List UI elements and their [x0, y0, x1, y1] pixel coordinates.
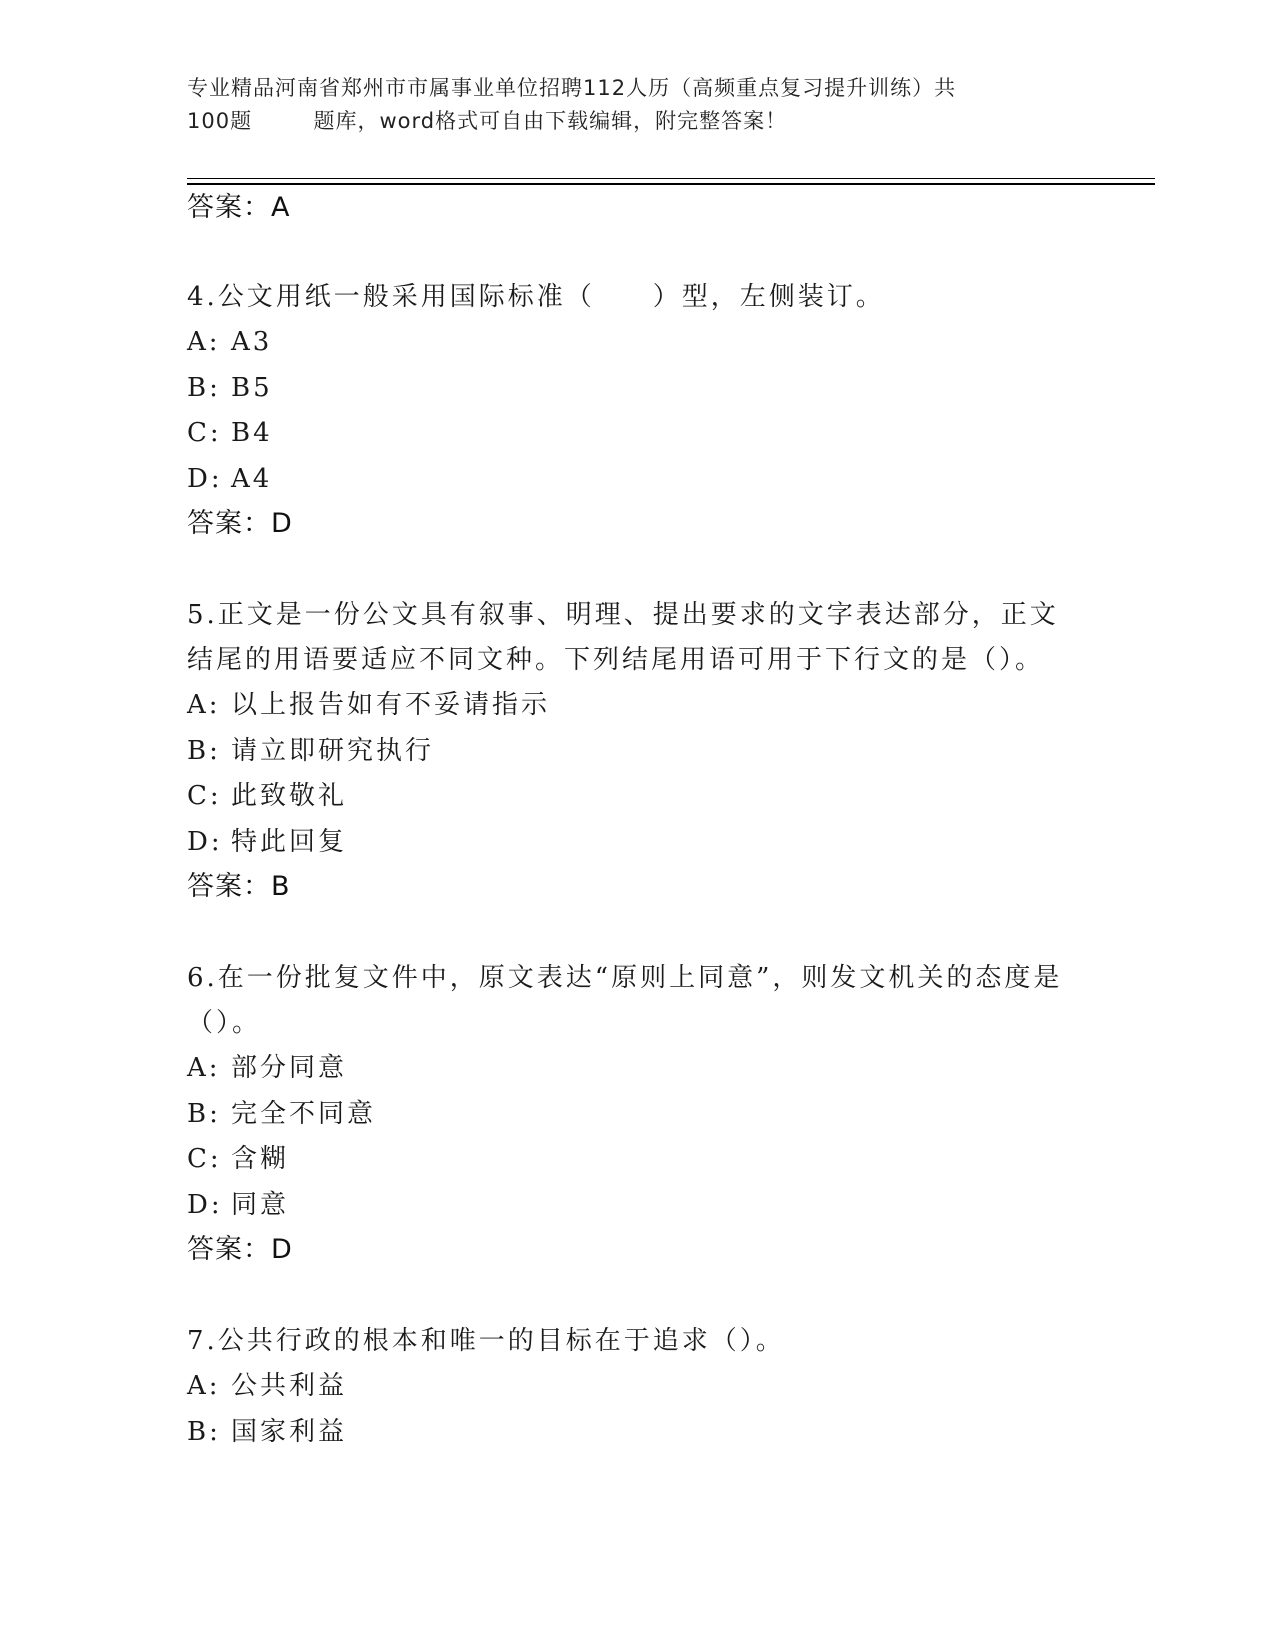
option-text: B5 [231, 372, 273, 403]
question-text: 5.正文是一份公文具有叙事、明理、提出要求的文字表达部分，正文结尾的用语要适应不同文种。下列结尾用语可用于下行文的是（）。 [187, 600, 1059, 675]
question-item [187, 956, 1087, 1272]
document-header [187, 72, 1067, 138]
option-b [187, 1410, 1087, 1456]
option-a [187, 320, 1087, 366]
answer-value: A [271, 192, 291, 223]
option-key: A: [187, 327, 221, 357]
answer-label: 答案： [187, 508, 271, 539]
option-text: A4 [231, 463, 273, 494]
option-d [187, 1183, 1087, 1229]
option-text: 公共利益 [231, 1371, 348, 1401]
question-item [187, 275, 1087, 546]
option-a [187, 1364, 1087, 1410]
answer-value: B [271, 871, 291, 902]
option-key: C: [187, 418, 222, 448]
answer-value: D [271, 1234, 293, 1265]
option-key: D: [187, 463, 223, 494]
option-b [187, 1092, 1087, 1138]
header-line-1: 专业精品河南省郑州市市属事业单位招聘112人历（高频重点复习提升训练）共 [187, 76, 957, 100]
answer-value: D [271, 508, 293, 539]
option-c [187, 774, 1087, 820]
option-text: 完全不同意 [231, 1098, 377, 1129]
option-text: 含糊 [231, 1144, 290, 1174]
option-key: C: [187, 781, 222, 811]
option-key: B: [187, 735, 221, 766]
answer-line [187, 186, 1087, 230]
option-text: 部分同意 [231, 1053, 348, 1083]
answer-line [187, 865, 1087, 909]
option-text: B4 [231, 418, 273, 448]
question-text: 7.公共行政的根本和唯一的目标在于追求（）。 [187, 1326, 785, 1356]
question-item [187, 593, 1087, 909]
option-text: 此致敬礼 [231, 781, 348, 811]
option-key: D: [187, 826, 223, 857]
option-a [187, 683, 1087, 729]
option-key: D: [187, 1189, 223, 1220]
header-divider-top [187, 178, 1155, 179]
option-key: B: [187, 1416, 221, 1447]
option-key: B: [187, 372, 221, 403]
answer-label: 答案： [187, 871, 271, 902]
option-c [187, 411, 1087, 457]
option-text: A3 [231, 327, 273, 357]
option-text: 国家利益 [231, 1416, 348, 1447]
option-text: 同意 [231, 1189, 290, 1220]
answer-label: 答案： [187, 1234, 271, 1265]
option-d [187, 820, 1087, 866]
question-item [187, 1319, 1087, 1455]
option-key: A: [187, 1053, 221, 1083]
header-line-2: 100题 题库，word格式可自由下载编辑，附完整答案！ [187, 109, 788, 133]
option-text: 特此回复 [231, 826, 348, 857]
option-b [187, 729, 1087, 775]
option-c [187, 1137, 1087, 1183]
question-text: 4.公文用纸一般采用国际标准（ ）型，左侧装订。 [187, 282, 885, 312]
option-key: B: [187, 1098, 221, 1129]
header-divider-bottom [187, 183, 1155, 185]
option-key: A: [187, 1371, 221, 1401]
option-text: 以上报告如有不妥请指示 [231, 690, 551, 720]
option-key: A: [187, 690, 221, 720]
option-a [187, 1046, 1087, 1092]
answer-line [187, 502, 1087, 546]
option-text: 请立即研究执行 [231, 735, 435, 766]
option-key: C: [187, 1144, 222, 1174]
answer-label: 答案： [187, 192, 271, 223]
option-b [187, 366, 1087, 412]
option-d [187, 457, 1087, 503]
question-text: 6.在一份批复文件中，原文表达“原则上同意”，则发文机关的态度是（）。 [187, 963, 1063, 1038]
answer-line [187, 1228, 1087, 1272]
document-body [187, 186, 1087, 1455]
